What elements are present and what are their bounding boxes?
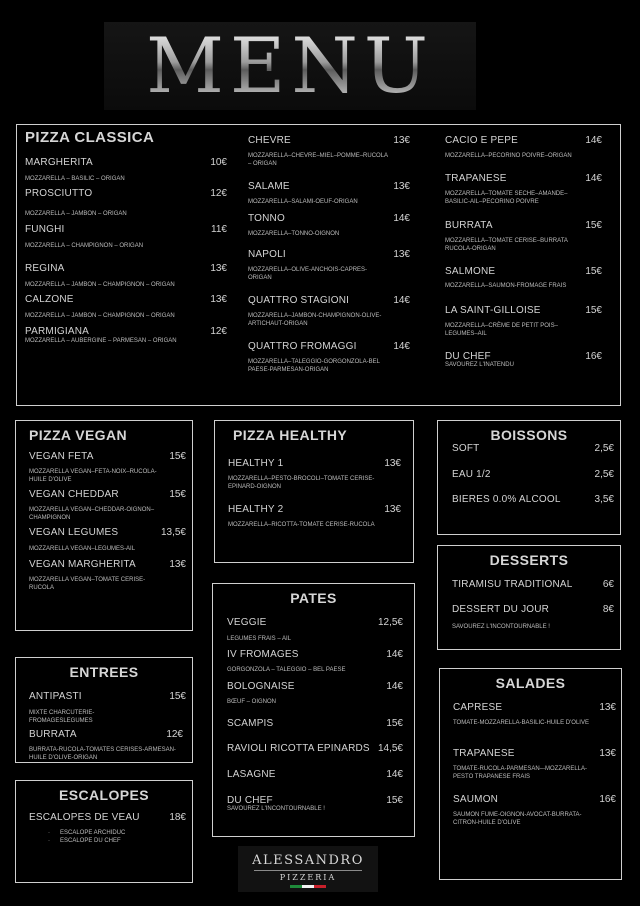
item-name: CACIO E PEPE <box>445 135 518 146</box>
item-name: BIERES 0.0% ALCOOL <box>452 494 561 505</box>
entrees-section <box>15 657 193 763</box>
bullet-icon: · <box>48 838 60 844</box>
item-description: MOZZARELLA–SALAMI-OEUF-ORIGAN <box>248 199 358 205</box>
item-description: MOZZARELLA VEGAN–CHEDDAR-OIGNON–CHAMPIGNON <box>29 507 155 521</box>
item-description: MOZZARELLA–PECORINO POIVRE–ORIGAN <box>445 153 572 159</box>
item-description: BURRATA-RUCOLA-TOMATES CERISES-ARMESAN-HUILE D'OLIVE-ORIGAN <box>29 747 176 761</box>
item-price: 15€ <box>386 718 403 729</box>
pizza-vegan-section <box>15 420 193 631</box>
item-name: SALMONE <box>445 266 496 277</box>
item-price: 15€ <box>169 489 186 500</box>
item-name: BOLOGNAISE <box>227 681 295 692</box>
item-price: 2,5€ <box>594 469 614 480</box>
item-price: 8€ <box>602 604 614 615</box>
item-description: MOZZARELLA–PESTO-BROCOLI–TOMATE CERISE-EPINARD-OIGNON <box>228 476 375 490</box>
item-description: MOZZARELLA–OLIVE-ANCHOIS-CAPRES-ORIGAN <box>248 267 368 281</box>
item-description: GORGONZOLA – TALEGGIO – BEL PAESE <box>227 667 346 673</box>
item-description: MOZZARELLA VEGAN–FETA-NOIX–RUCOLA-HUILE D'OLIVE <box>29 469 157 483</box>
item-name: QUATTRO STAGIONI <box>248 295 350 306</box>
item-price: 15€ <box>585 305 602 316</box>
section-title: PIZZA HEALTHY <box>233 427 348 443</box>
item-description: MOZZARELLA–JAMBON-CHAMPIGNON-OLIVE-ARTICHAUT-ORIGAN <box>248 313 382 327</box>
item-price: 12€ <box>210 188 227 199</box>
item-price: 10€ <box>210 157 227 168</box>
item-description: MOZZARELLA – JAMBON – CHAMPIGNON – ORIGAN <box>25 313 175 319</box>
item-name: REGINA <box>25 263 65 274</box>
item-price: 15€ <box>585 220 602 231</box>
item-name: QUATTRO FROMAGGI <box>248 341 357 352</box>
item-name: LA SAINT-GILLOISE <box>445 305 541 316</box>
item-description: MOZZARELLA–CHEVRE–MIEL–POMME–RUCOLA – ORIGAN <box>248 153 388 167</box>
item-name: ANTIPASTI <box>29 691 82 702</box>
item-name: DESSERT DU JOUR <box>452 604 550 615</box>
item-name: EAU 1/2 <box>452 469 491 480</box>
item-name: SAUMON <box>453 794 499 805</box>
section-title: SALADES <box>495 675 566 691</box>
item-price: 13€ <box>384 504 401 515</box>
pates-section <box>212 583 415 837</box>
logo-name: ALESSANDRO <box>252 853 364 868</box>
item-name: SALAME <box>248 181 290 192</box>
logo-divider <box>254 870 362 871</box>
item-name: PARMIGIANA <box>25 326 90 337</box>
item-description: MOZZARELLA – JAMBON – CHAMPIGNON – ORIGAN <box>25 282 175 288</box>
italian-flag-icon <box>290 885 326 888</box>
item-price: 13,5€ <box>160 527 186 538</box>
item-description: SAVOUREZ L'INCONTOURNABLE ! <box>452 624 550 630</box>
item-price: 12,5€ <box>377 617 403 628</box>
item-name: VEGAN LEGUMES <box>29 527 119 538</box>
item-price: 13€ <box>210 263 227 274</box>
item-name: ESCALOPES DE VEAU <box>29 812 140 823</box>
item-name: PROSCIUTTO <box>25 188 93 199</box>
item-name: SCAMPIS <box>227 718 274 729</box>
item-name: FUNGHI <box>25 224 65 235</box>
item-name: HEALTHY 1 <box>228 458 284 469</box>
item-name: CAPRESE <box>453 702 503 713</box>
item-description: TOMATE-MOZZARELLA-BASILIC-HUILE D'OLIVE <box>453 720 589 726</box>
item-price: 2,5€ <box>594 443 614 454</box>
item-name: CHEVRE <box>248 135 291 146</box>
item-name: TRAPANESE <box>453 748 515 759</box>
item-price: 12€ <box>166 729 183 740</box>
item-description: SAVOUREZ L'INCONTOURNABLE ! <box>227 806 325 812</box>
logo-subtitle: PIZZERIA <box>279 873 337 882</box>
bullet-text: ESCALOPE ARCHIDUC <box>60 830 126 836</box>
item-price: 13€ <box>599 748 616 759</box>
item-price: 18€ <box>169 812 186 823</box>
item-name: BURRATA <box>29 729 77 740</box>
item-price: 14€ <box>386 769 403 780</box>
item-description: SAUMON FUME-OIGNON-AVOCAT-BURRATA-CITRON-HUILE D'OLIVE <box>453 812 582 826</box>
item-description: MOZZARELLA–CRÈME DE PETIT POIS–LEGUMES–AIL <box>445 323 558 337</box>
item-price: 6€ <box>602 579 614 590</box>
item-name: HEALTHY 2 <box>228 504 284 515</box>
item-name: TRAPANESE <box>445 173 507 184</box>
item-description: SAVOUREZ L'INATENDU <box>445 362 514 368</box>
item-price: 13€ <box>393 249 410 260</box>
item-description: MIXTE CHARCUTERIE-FROMAGESLEGUMES <box>29 710 95 724</box>
section-title: BOISSONS <box>490 427 568 443</box>
item-price: 11€ <box>211 224 227 235</box>
flag-stripe-white <box>302 885 314 888</box>
item-description: MOZZARELLA – CHAMPIGNON – ORIGAN <box>25 243 144 249</box>
item-name: DU CHEF <box>445 351 491 362</box>
item-price: 13€ <box>599 702 616 713</box>
item-description: MOZZARELLA – BASILIC – ORIGAN <box>25 176 125 182</box>
item-name: CALZONE <box>25 294 74 305</box>
item-price: 13€ <box>393 135 410 146</box>
item-price: 14€ <box>585 173 602 184</box>
item-description: TOMATE-RUCOLA-PARMESAN–-MOZZARELLA-PESTO TRAPANESE FRAIS <box>453 766 588 780</box>
item-price: 13€ <box>210 294 227 305</box>
alessandro-logo <box>238 846 378 892</box>
section-title: ESCALOPES <box>59 787 149 803</box>
pizza-healthy-section <box>214 420 414 563</box>
item-description: MOZZARELLA – AUBERGINE – PARMESAN – ORIGAN <box>25 338 177 344</box>
item-price: 15€ <box>386 795 403 806</box>
item-description: MOZZARELLA–TONNO-OIGNON <box>248 231 340 237</box>
item-price: 3,5€ <box>594 494 614 505</box>
item-name: MARGHERITA <box>25 157 93 168</box>
menu-title-banner <box>104 22 476 110</box>
item-description: BŒUF – OIGNON <box>227 699 277 705</box>
item-name: VEGAN MARGHERITA <box>29 559 136 570</box>
item-description: MOZZARELLA–TOMATE CERISE–BURRATA RUCOLA-ORIGAN <box>445 238 568 252</box>
section-title: ENTREES <box>69 664 139 680</box>
item-name: VEGGIE <box>227 617 267 628</box>
item-description: LEGUMES FRAIS – AIL <box>227 636 292 642</box>
item-price: 16€ <box>585 351 602 362</box>
item-price: 14,5€ <box>377 743 403 754</box>
item-price: 13€ <box>393 181 410 192</box>
item-description: MOZZARELLA–TOMATE SECHE–AMANDE–BASILIC-AIL–PECORINO POIVRE <box>445 191 568 205</box>
item-name: BURRATA <box>445 220 493 231</box>
section-title: PIZZA CLASSICA <box>25 129 155 146</box>
item-price: 14€ <box>393 213 410 224</box>
pizza-classica-section <box>16 124 621 406</box>
section-title: PIZZA VEGAN <box>29 427 127 443</box>
item-description: MOZZARELLA – JAMBON – ORIGAN <box>25 211 127 217</box>
section-title: PATES <box>290 590 337 606</box>
item-description: MOZZARELLA–SAUMON-FROMAGE FRAIS <box>445 283 567 289</box>
item-price: 14€ <box>585 135 602 146</box>
item-description: MOZZARELLA VEGAN–LEGUMES-AIL <box>29 546 136 552</box>
bullet-text: ESCALOPE DU CHEF <box>60 838 121 844</box>
bullet-item <box>48 837 178 845</box>
item-name: LASAGNE <box>227 769 276 780</box>
item-price: 16€ <box>599 794 616 805</box>
item-price: 15€ <box>169 691 186 702</box>
menu-title: MENU <box>146 21 434 110</box>
item-name: NAPOLI <box>248 249 286 260</box>
item-price: 15€ <box>585 266 602 277</box>
item-name: TIRAMISU TRADITIONAL <box>452 579 573 590</box>
escalopes-section <box>15 780 193 883</box>
item-name: DU CHEF <box>227 795 273 806</box>
item-name: TONNO <box>248 213 285 224</box>
item-price: 15€ <box>169 451 186 462</box>
item-price: 14€ <box>386 681 403 692</box>
item-price: 12€ <box>210 326 227 337</box>
item-name: IV FROMAGES <box>227 649 299 660</box>
salades-section <box>439 668 622 880</box>
item-description: MOZZARELLA–RICOTTA-TOMATE CERISE-RUCOLA <box>228 522 375 528</box>
boissons-section <box>437 420 621 535</box>
section-title: DESSERTS <box>489 552 569 568</box>
item-name: VEGAN FETA <box>29 451 94 462</box>
item-price: 14€ <box>386 649 403 660</box>
item-price: 13€ <box>169 559 186 570</box>
item-price: 14€ <box>393 341 410 352</box>
item-description: MOZZARELLA–TALEGGIO-GORGONZOLA-BEL PAESE-PARMESAN-ORIGAN <box>248 359 380 373</box>
item-price: 13€ <box>384 458 401 469</box>
item-name: SOFT <box>452 443 480 454</box>
flag-stripe-green <box>290 885 302 888</box>
bullet-icon: · <box>48 830 60 836</box>
item-name: VEGAN CHEDDAR <box>29 489 119 500</box>
item-name: RAVIOLI RICOTTA EPINARDS <box>227 743 370 754</box>
item-description: MOZZARELLA VEGAN–TOMATE CERISE-RUCOLA <box>29 577 146 591</box>
flag-stripe-red <box>314 885 326 888</box>
item-price: 14€ <box>393 295 410 306</box>
bullet-item <box>48 829 178 837</box>
desserts-section <box>437 545 621 650</box>
